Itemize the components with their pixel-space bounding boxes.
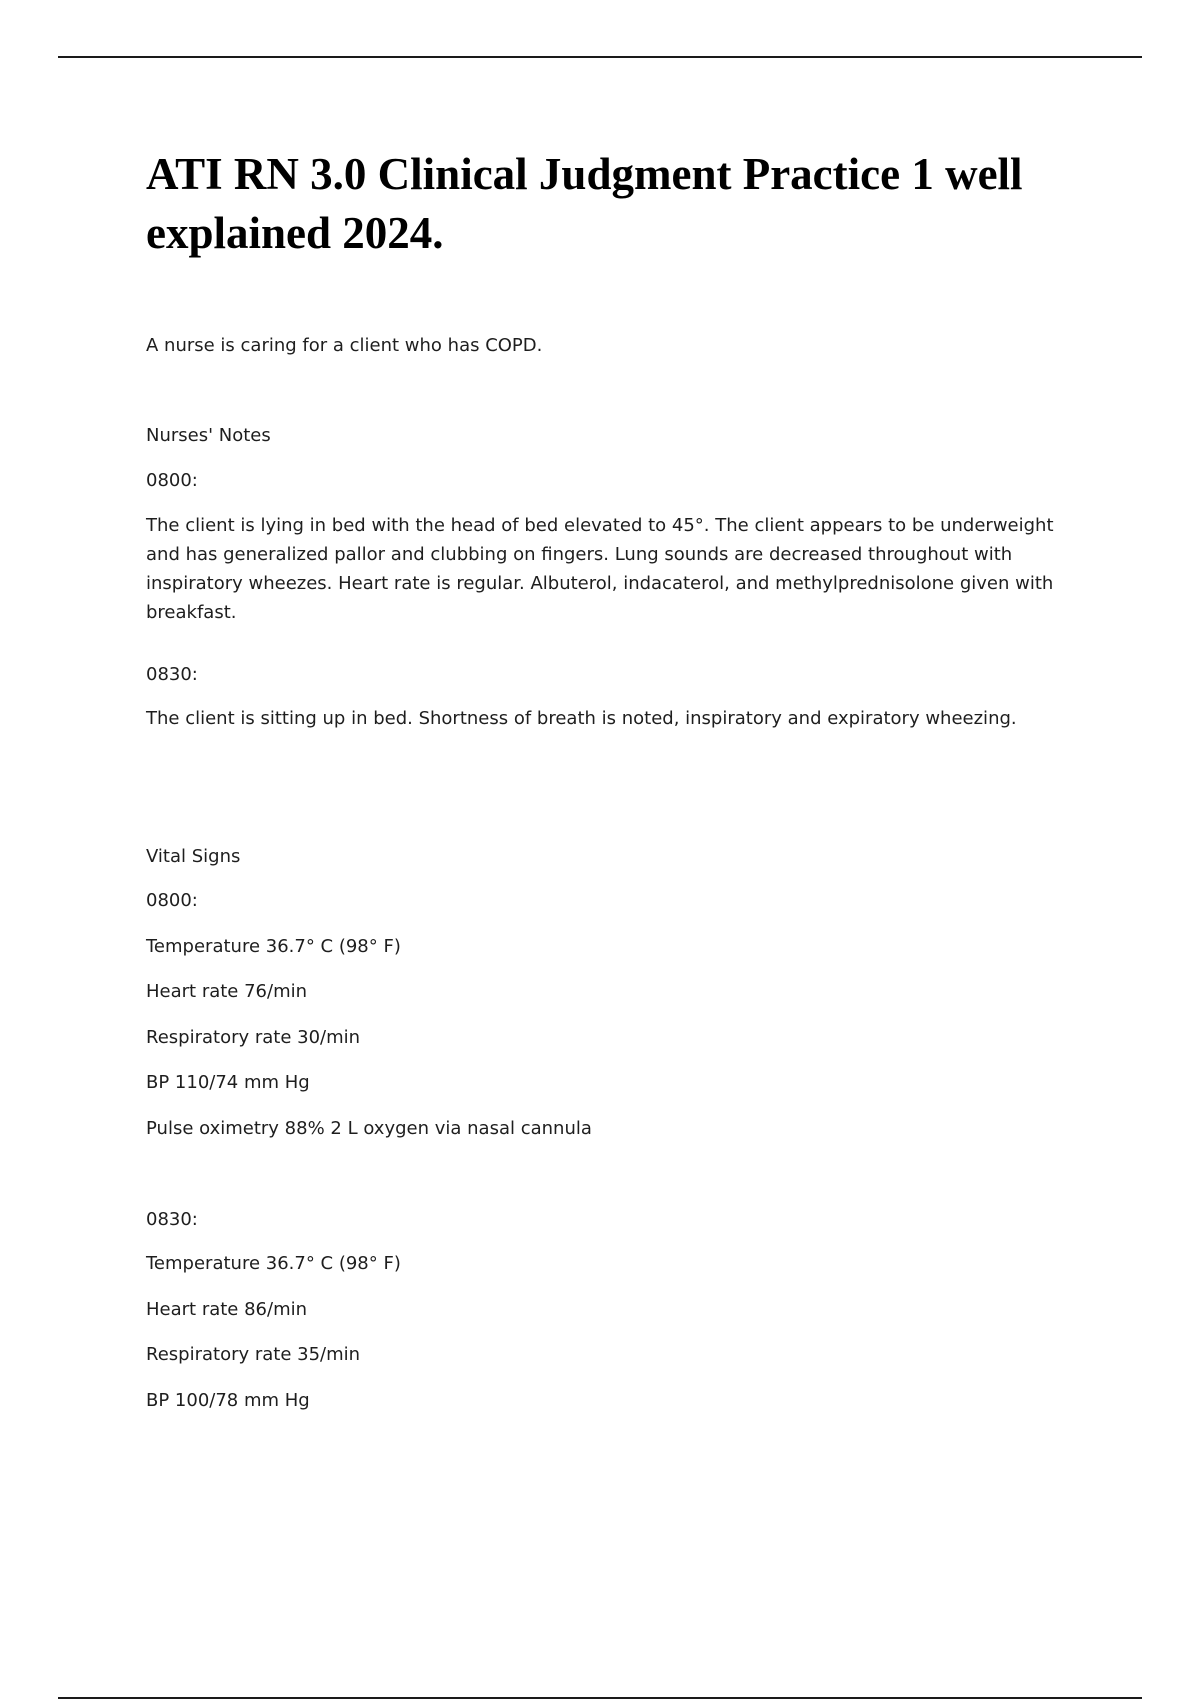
note-text-0800: The client is lying in bed with the head of bed elevated to 45°. The client appears to be underweight and has generalized pallor and clubbing on fingers. Lung sounds are decreased throughout with inspiratory wheezes. Heart rate is regular. Albuterol, indacaterol, and methylprednisolone given with breakfast. — [146, 515, 1054, 623]
vital-bp-0830: BP 100/78 mm Hg — [146, 1390, 310, 1411]
vitals-time-0800: 0800: — [146, 890, 198, 911]
nurses-notes-heading: Nurses' Notes — [146, 425, 271, 446]
note-time-0800: 0800: — [146, 470, 198, 491]
vital-respiratory-rate-0800: Respiratory rate 30/min — [146, 1027, 361, 1048]
vital-pulse-oximetry-0800: Pulse oximetry 88% 2 L oxygen via nasal cannula — [146, 1118, 592, 1139]
vital-respiratory-rate-0830: Respiratory rate 35/min — [146, 1344, 361, 1365]
vital-heart-rate-0800: Heart rate 76/min — [146, 981, 308, 1002]
vital-heart-rate-0830: Heart rate 86/min — [146, 1299, 308, 1320]
vitals-time-0830: 0830: — [146, 1209, 198, 1230]
document-title: ATI RN 3.0 Clinical Judgment Practice 1 well explained 2024. — [146, 149, 1023, 258]
header-rule — [58, 56, 1142, 58]
intro-text: A nurse is caring for a client who has COPD. — [146, 335, 543, 356]
vital-bp-0800: BP 110/74 mm Hg — [146, 1072, 310, 1093]
note-time-0830: 0830: — [146, 664, 198, 685]
vital-temperature-0830: Temperature 36.7° C (98° F) — [146, 1253, 401, 1274]
footer-rule — [58, 1697, 1142, 1699]
vital-signs-heading: Vital Signs — [146, 846, 241, 867]
vital-temperature-0800: Temperature 36.7° C (98° F) — [146, 936, 401, 957]
note-text-0830: The client is sitting up in bed. Shortness of breath is noted, inspiratory and expiratory wheezing. — [146, 708, 1017, 729]
